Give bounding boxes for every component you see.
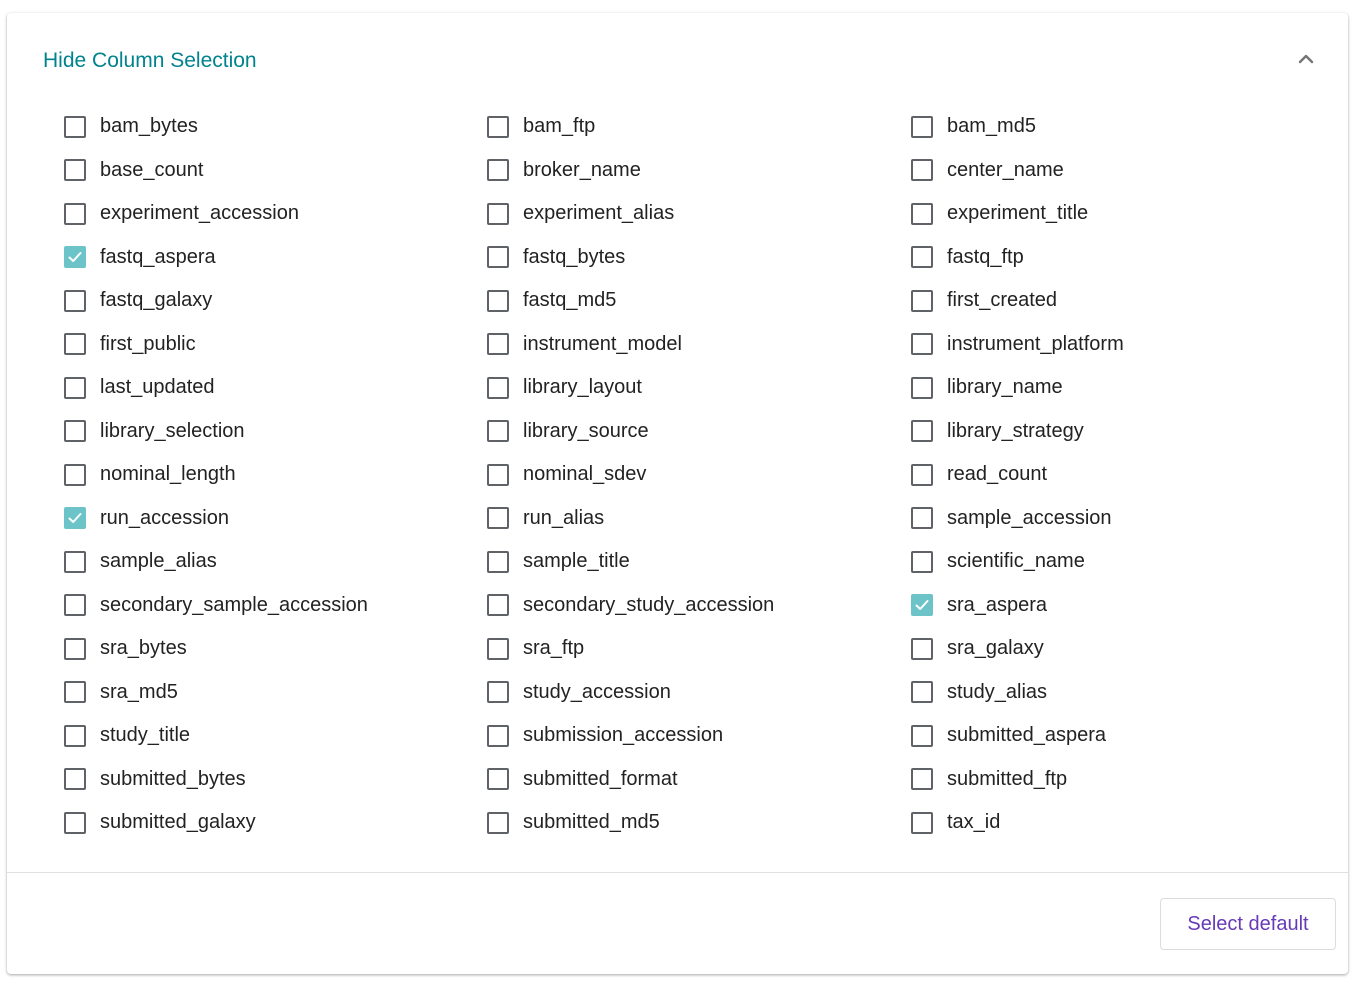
column-checkbox-item[interactable] (487, 758, 911, 802)
column-checkbox-item[interactable] (64, 801, 487, 845)
footer-divider (7, 872, 1348, 873)
checkbox-icon[interactable] (487, 812, 509, 834)
checkbox-icon[interactable] (64, 551, 86, 573)
checkbox-icon[interactable] (911, 507, 933, 529)
column-checkbox-label: library_name (947, 376, 1063, 399)
checkbox-icon[interactable] (487, 116, 509, 138)
column-checkbox-item[interactable] (911, 279, 1334, 323)
column-checkbox-label: library_layout (523, 376, 642, 399)
column-checkbox-label: sample_accession (947, 506, 1112, 529)
column-checkbox-item[interactable] (487, 236, 911, 280)
column-checkbox-item[interactable] (487, 627, 911, 671)
column-checkbox-label: instrument_model (523, 332, 682, 355)
checkbox-icon[interactable] (487, 290, 509, 312)
checkbox-icon[interactable] (64, 638, 86, 660)
column-checkbox-item[interactable] (911, 236, 1334, 280)
column-checkbox-label: nominal_length (100, 463, 236, 486)
column-checkbox-label: run_alias (523, 506, 605, 529)
checkbox-icon[interactable] (64, 464, 86, 486)
column-checkbox-label: sample_title (523, 550, 630, 573)
column-checkbox-item[interactable] (911, 410, 1334, 454)
column-checkbox-label: library_selection (100, 419, 245, 442)
checkbox-icon[interactable] (911, 768, 933, 790)
checkbox-icon[interactable] (64, 159, 86, 181)
column-checkbox-item[interactable] (487, 453, 911, 497)
column-checkbox-item[interactable] (64, 366, 487, 410)
checkbox-icon[interactable] (64, 203, 86, 225)
checkbox-icon[interactable] (487, 420, 509, 442)
checkbox-icon[interactable] (911, 333, 933, 355)
column-checkbox-item[interactable] (911, 105, 1334, 149)
column-checkbox-label: base_count (100, 158, 204, 181)
checkbox-icon[interactable] (911, 681, 933, 703)
column-checkbox-item[interactable] (911, 671, 1334, 715)
column-checkbox-label: broker_name (523, 158, 641, 181)
column-checkbox-label: submitted_md5 (523, 811, 660, 834)
column-checkbox-item[interactable] (487, 323, 911, 367)
checkbox-icon[interactable] (487, 203, 509, 225)
checkbox-icon[interactable] (64, 116, 86, 138)
checkbox-icon[interactable] (911, 420, 933, 442)
column-checkbox-label: submitted_galaxy (100, 811, 256, 834)
checkbox-icon[interactable] (64, 812, 86, 834)
column-checkbox-item[interactable] (911, 714, 1334, 758)
column-checkbox-label: sra_ftp (523, 637, 585, 660)
column-checkbox-label: sra_galaxy (947, 637, 1044, 660)
column-checkbox-label: run_accession (100, 506, 229, 529)
column-checkbox-label: read_count (947, 463, 1048, 486)
checkbox-icon[interactable] (911, 551, 933, 573)
column-checkbox-item[interactable] (487, 105, 911, 149)
column-checkbox-label: study_accession (523, 680, 671, 703)
column-checkbox-label: study_title (100, 724, 191, 747)
column-checkbox-item[interactable] (64, 105, 487, 149)
checkbox-icon[interactable] (911, 159, 933, 181)
column-checkbox-label: experiment_alias (523, 202, 675, 225)
checkbox-icon[interactable] (487, 333, 509, 355)
column-checkbox-item[interactable] (64, 323, 487, 367)
column-checkbox-item[interactable] (64, 671, 487, 715)
checkbox-checked-icon[interactable] (64, 507, 86, 529)
column-checkbox-label: experiment_title (947, 202, 1089, 225)
checkbox-icon[interactable] (487, 594, 509, 616)
column-checkbox-label: sra_aspera (947, 593, 1048, 616)
column-checkbox-label: secondary_study_accession (523, 593, 775, 616)
checkbox-icon[interactable] (911, 377, 933, 399)
column-checkbox-label: library_source (523, 419, 649, 442)
column-checkbox-item[interactable] (487, 149, 911, 193)
checkbox-icon[interactable] (64, 725, 86, 747)
checkbox-icon[interactable] (64, 420, 86, 442)
checkbox-icon[interactable] (64, 290, 86, 312)
column-checkbox-label: bam_md5 (947, 115, 1036, 138)
column-checkbox-item[interactable] (64, 192, 487, 236)
checkbox-icon[interactable] (64, 768, 86, 790)
checkbox-icon[interactable] (487, 768, 509, 790)
column-checkbox-item[interactable] (911, 192, 1334, 236)
column-checkbox-label: nominal_sdev (523, 463, 647, 486)
column-checkbox-item[interactable] (64, 149, 487, 193)
column-checkbox-item[interactable] (911, 758, 1334, 802)
column-checkbox-item[interactable] (911, 584, 1334, 628)
column-checkbox-item[interactable] (64, 497, 487, 541)
column-checkbox-label: scientific_name (947, 550, 1085, 573)
checkbox-icon[interactable] (911, 116, 933, 138)
checkbox-icon[interactable] (911, 638, 933, 660)
column-checkbox-label: experiment_accession (100, 202, 299, 225)
column-checkbox-item[interactable] (911, 801, 1334, 845)
column-checkbox-item[interactable] (64, 714, 487, 758)
column-checkbox-item[interactable] (487, 192, 911, 236)
column-checkbox-item[interactable] (487, 279, 911, 323)
column-checkbox-label: first_created (947, 289, 1058, 312)
column-checkbox-label: sra_bytes (100, 637, 187, 660)
column-checkbox-label: fastq_md5 (523, 289, 617, 312)
column-checkbox-grid (64, 105, 1334, 845)
checkbox-icon[interactable] (911, 290, 933, 312)
column-checkbox-item[interactable] (64, 410, 487, 454)
column-checkbox-item[interactable] (64, 758, 487, 802)
checkbox-icon[interactable] (487, 551, 509, 573)
column-checkbox-item[interactable] (64, 540, 487, 584)
checkbox-icon[interactable] (487, 377, 509, 399)
panel-title[interactable]: Hide Column Selection (43, 49, 257, 72)
select-default-button[interactable]: Select default (1160, 898, 1336, 950)
column-checkbox-label: submission_accession (523, 724, 724, 747)
column-checkbox-item[interactable] (64, 236, 487, 280)
checkbox-icon[interactable] (487, 246, 509, 268)
column-checkbox-item[interactable] (911, 497, 1334, 541)
checkbox-icon[interactable] (487, 725, 509, 747)
column-checkbox-label: last_updated (100, 376, 215, 399)
checkbox-icon[interactable] (64, 681, 86, 703)
column-checkbox-item[interactable] (64, 453, 487, 497)
column-checkbox-label: submitted_ftp (947, 767, 1068, 790)
column-checkbox-label: first_public (100, 332, 196, 355)
checkbox-icon[interactable] (487, 638, 509, 660)
column-checkbox-label: sra_md5 (100, 680, 178, 703)
column-checkbox-item[interactable] (487, 714, 911, 758)
column-checkbox-label: submitted_aspera (947, 724, 1106, 747)
checkbox-icon[interactable] (64, 594, 86, 616)
column-checkbox-label: fastq_galaxy (100, 289, 213, 312)
panel-header[interactable] (7, 13, 1348, 109)
column-checkbox-item[interactable] (487, 410, 911, 454)
column-checkbox-item[interactable] (64, 584, 487, 628)
column-checkbox-item[interactable] (911, 627, 1334, 671)
column-checkbox-item[interactable] (487, 540, 911, 584)
column-checkbox-label: study_alias (947, 680, 1048, 703)
checkbox-icon[interactable] (911, 464, 933, 486)
checkbox-icon[interactable] (64, 333, 86, 355)
column-checkbox-label: center_name (947, 158, 1064, 181)
column-checkbox-label: submitted_bytes (100, 767, 246, 790)
column-checkbox-item[interactable] (911, 149, 1334, 193)
chevron-up-icon[interactable] (1294, 47, 1318, 71)
column-checkbox-label: instrument_platform (947, 332, 1124, 355)
column-checkbox-item[interactable] (64, 627, 487, 671)
checkbox-checked-icon[interactable] (64, 246, 86, 268)
column-checkbox-label: secondary_sample_accession (100, 593, 368, 616)
column-checkbox-item[interactable] (487, 671, 911, 715)
checkbox-icon[interactable] (911, 725, 933, 747)
column-checkbox-label: fastq_aspera (100, 245, 216, 268)
column-checkbox-item[interactable] (487, 584, 911, 628)
column-checkbox-label: tax_id (947, 811, 1001, 834)
column-checkbox-label: bam_bytes (100, 115, 198, 138)
column-checkbox-item[interactable] (487, 497, 911, 541)
column-checkbox-item[interactable] (911, 323, 1334, 367)
column-checkbox-label: fastq_bytes (523, 245, 626, 268)
column-checkbox-item[interactable] (911, 453, 1334, 497)
column-checkbox-item[interactable] (911, 366, 1334, 410)
column-selection-panel (7, 13, 1348, 974)
checkbox-icon[interactable] (487, 681, 509, 703)
checkbox-icon[interactable] (487, 507, 509, 529)
column-checkbox-label: bam_ftp (523, 115, 596, 138)
checkbox-icon[interactable] (487, 159, 509, 181)
checkbox-icon[interactable] (911, 203, 933, 225)
column-checkbox-label: submitted_format (523, 767, 678, 790)
column-checkbox-item[interactable] (64, 279, 487, 323)
column-checkbox-label: fastq_ftp (947, 245, 1024, 268)
checkbox-icon[interactable] (911, 246, 933, 268)
checkbox-icon[interactable] (64, 377, 86, 399)
column-checkbox-item[interactable] (911, 540, 1334, 584)
checkbox-icon[interactable] (911, 812, 933, 834)
checkbox-checked-icon[interactable] (911, 594, 933, 616)
column-checkbox-item[interactable] (487, 801, 911, 845)
column-checkbox-item[interactable] (487, 366, 911, 410)
column-checkbox-label: library_strategy (947, 419, 1084, 442)
column-checkbox-label: sample_alias (100, 550, 217, 573)
checkbox-icon[interactable] (487, 464, 509, 486)
